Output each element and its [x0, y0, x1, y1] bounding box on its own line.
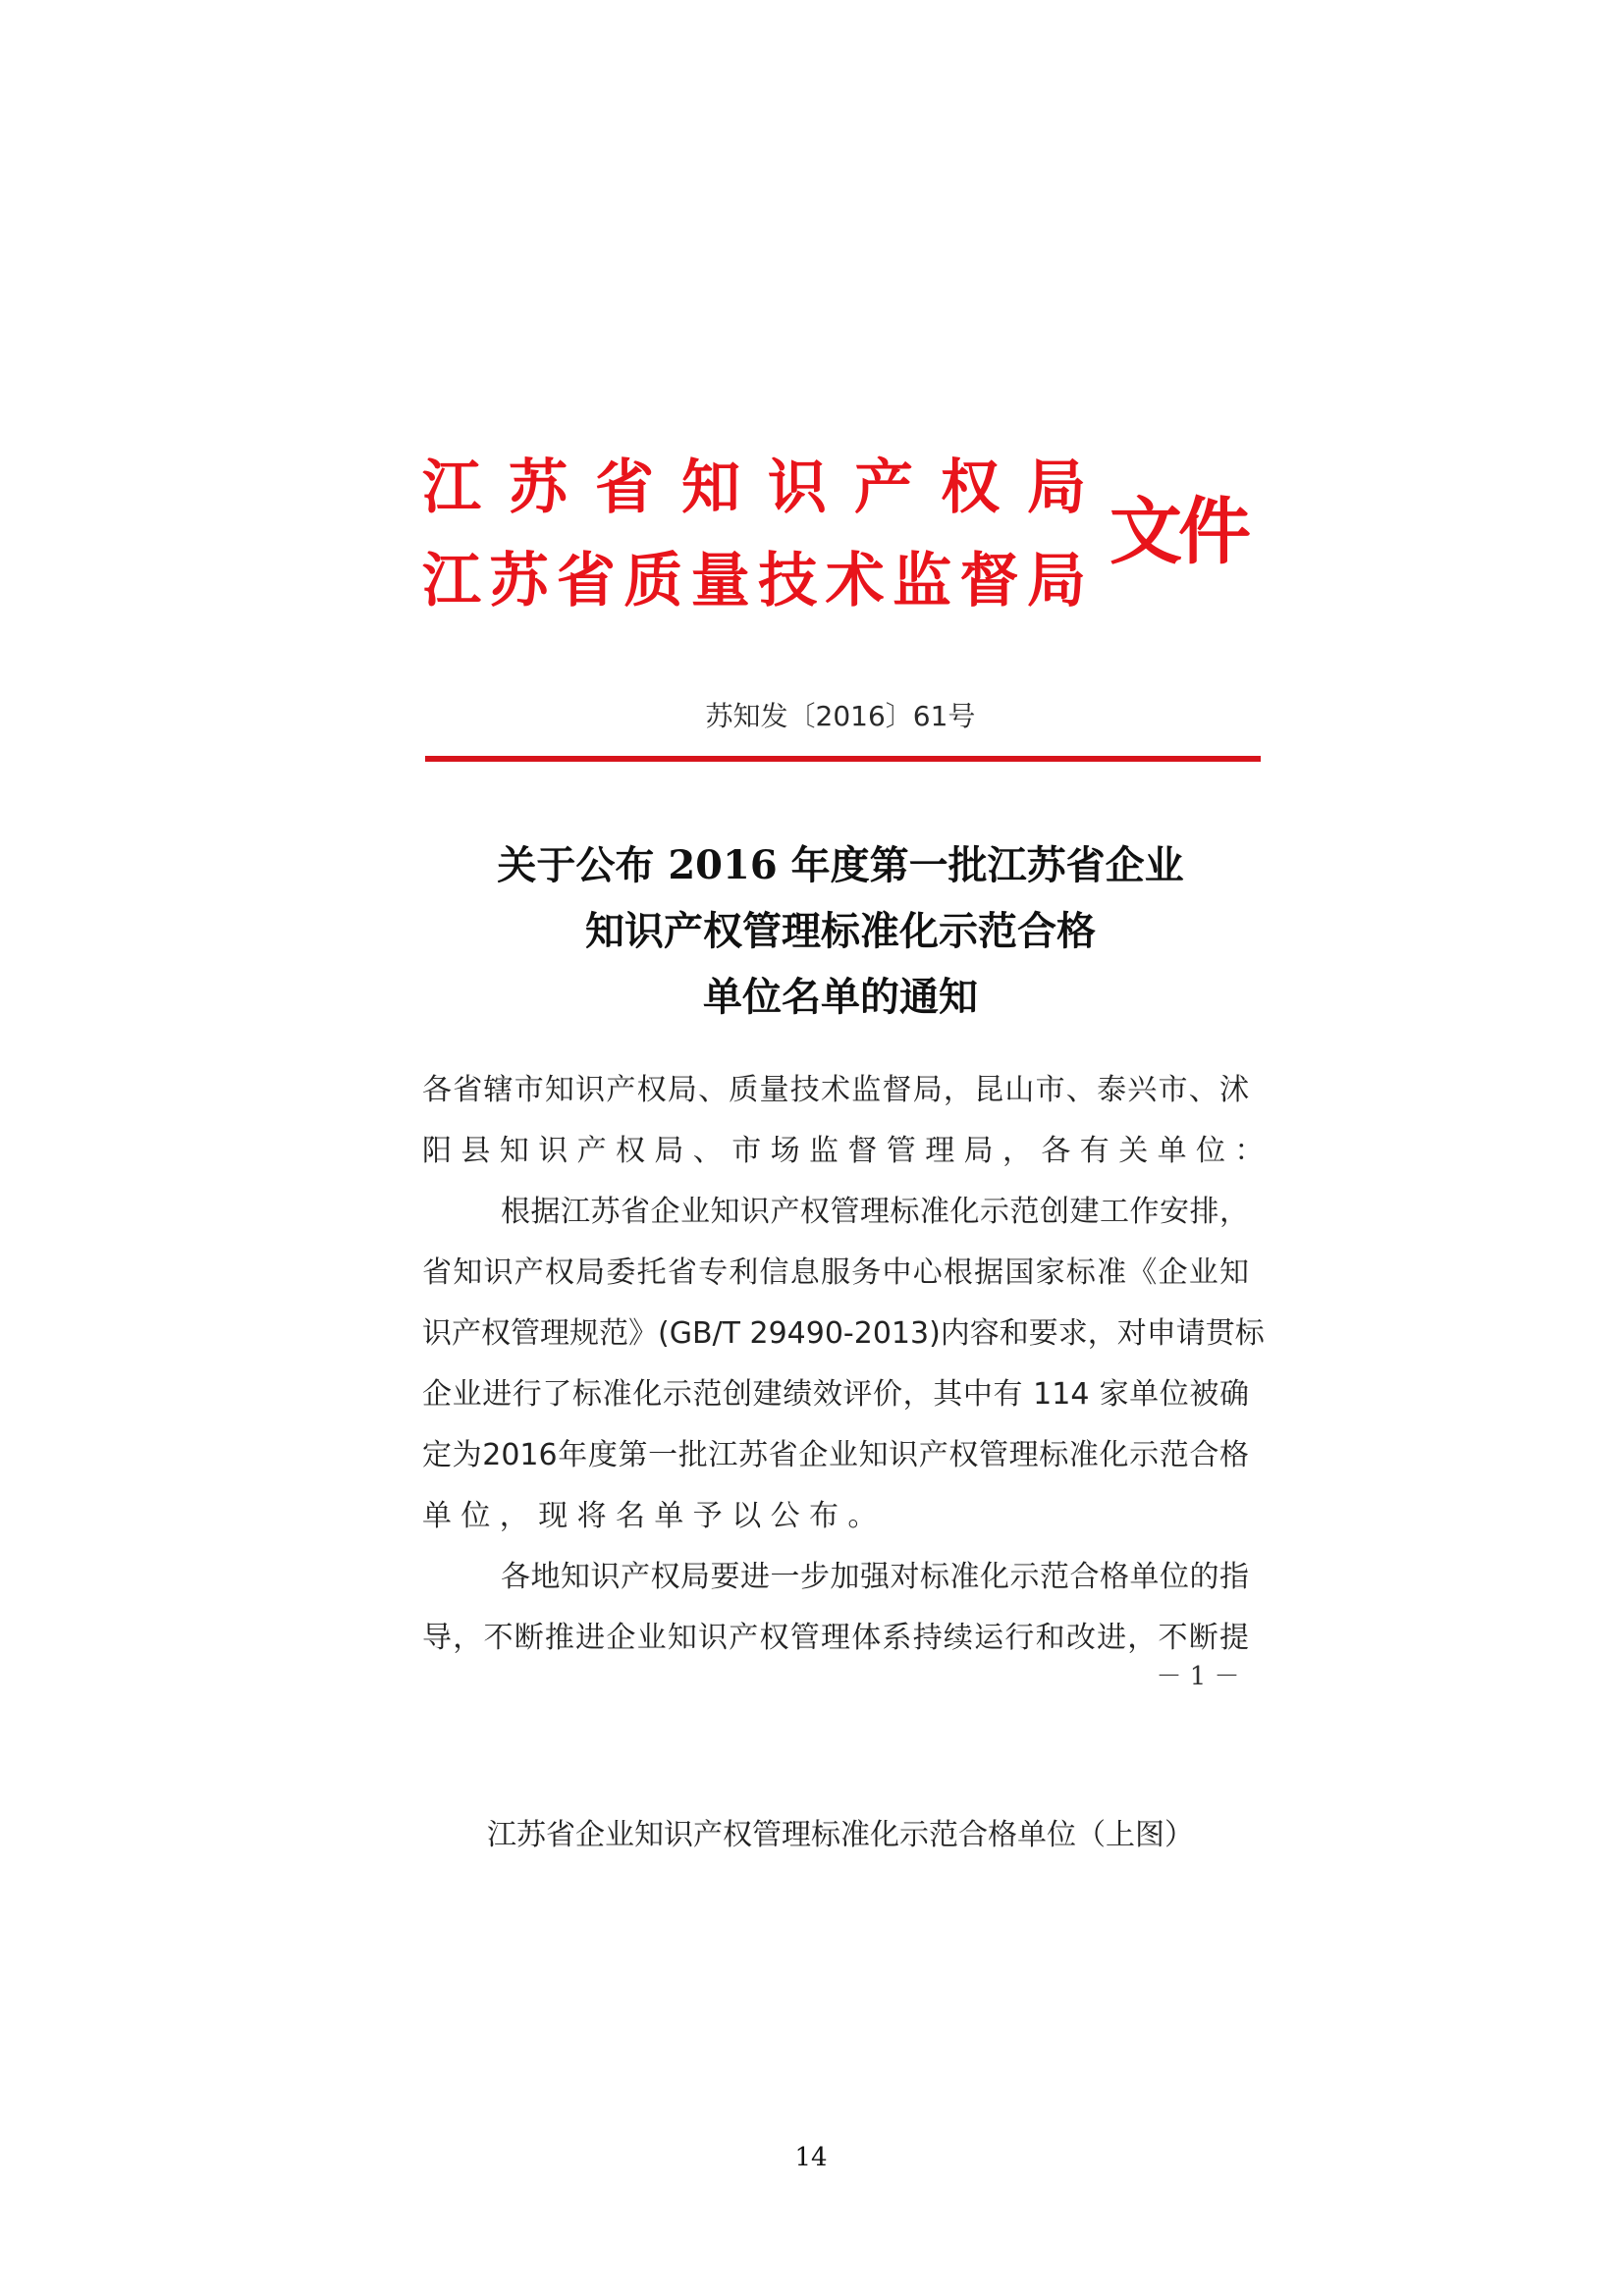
title-line: 关于公布 2016 年度第一批江苏省企业 — [497, 842, 1184, 888]
issuer-char: 省 — [595, 454, 654, 522]
issuer-char: 督 — [959, 547, 1019, 615]
figure-caption: 江苏省企业知识产权管理标准化示范合格单位（上图） — [487, 1818, 1194, 1852]
issuer-char: 产 — [854, 454, 913, 522]
issuer-char: 省 — [556, 547, 616, 615]
body-line-paragraph-start: 根据江苏省企业知识产权管理标准化示范创建工作安排， — [501, 1195, 1249, 1229]
body-line-paragraph-end: 单位，现将名单予以公布。 — [422, 1499, 887, 1533]
issuer-char: 权 — [941, 454, 1000, 522]
issuer-char: 量 — [690, 547, 750, 615]
red-separator-rule — [425, 756, 1261, 762]
issuer-char: 江 — [422, 547, 481, 615]
issuer-char: 质 — [623, 547, 683, 615]
body-line-salutation-end: 阳县知识产权局、市场监督管理局，各有关单位： — [422, 1134, 1273, 1168]
issuer-char: 术 — [825, 547, 885, 615]
body-line: 省知识产权局委托省专利信息服务中心根据国家标准《企业知 — [422, 1255, 1249, 1290]
title-line: 知识产权管理标准化示范合格 — [585, 908, 1096, 954]
body-line-salutation: 各省辖市知识产权局、质量技术监督局，昆山市、泰兴市、沭 — [422, 1073, 1249, 1107]
title-line: 单位名单的通知 — [703, 974, 978, 1020]
document-body — [422, 1060, 1273, 1669]
issuer-char: 知 — [681, 454, 740, 522]
body-line: 企业进行了标准化示范创建绩效评价，其中有 114 家单位被确 — [422, 1377, 1249, 1412]
body-line: 识产权管理规范》(GB/T 29490-2013)内容和要求，对申请贯标 — [422, 1316, 1265, 1351]
document-title — [422, 832, 1259, 1030]
issuer-line-qts — [422, 548, 1086, 614]
issuer-char: 监 — [893, 547, 952, 615]
body-line: 导，不断推进企业知识产权管理体系持续运行和改进，不断提 — [422, 1621, 1249, 1655]
body-line-paragraph-start: 各地知识产权局要进一步加强对标准化示范合格单位的指 — [501, 1560, 1249, 1594]
issuer-line-ipo — [422, 454, 1086, 521]
inner-page-marker: － 1 － — [1156, 1662, 1240, 1691]
issuer-char: 苏 — [489, 547, 549, 615]
document-number: 苏知发〔2016〕61号 — [705, 700, 976, 732]
issuer-char: 江 — [422, 454, 481, 522]
body-line: 定为2016年度第一批江苏省企业知识产权管理标准化示范合格 — [422, 1438, 1249, 1472]
document-type-label: 文件 — [1109, 490, 1247, 574]
page-number: 14 — [794, 2143, 828, 2172]
issuer-char: 识 — [768, 454, 827, 522]
issuer-char: 技 — [758, 547, 818, 615]
issuer-char: 苏 — [509, 454, 568, 522]
issuer-char: 局 — [1027, 454, 1086, 522]
issuer-char: 局 — [1026, 547, 1086, 615]
